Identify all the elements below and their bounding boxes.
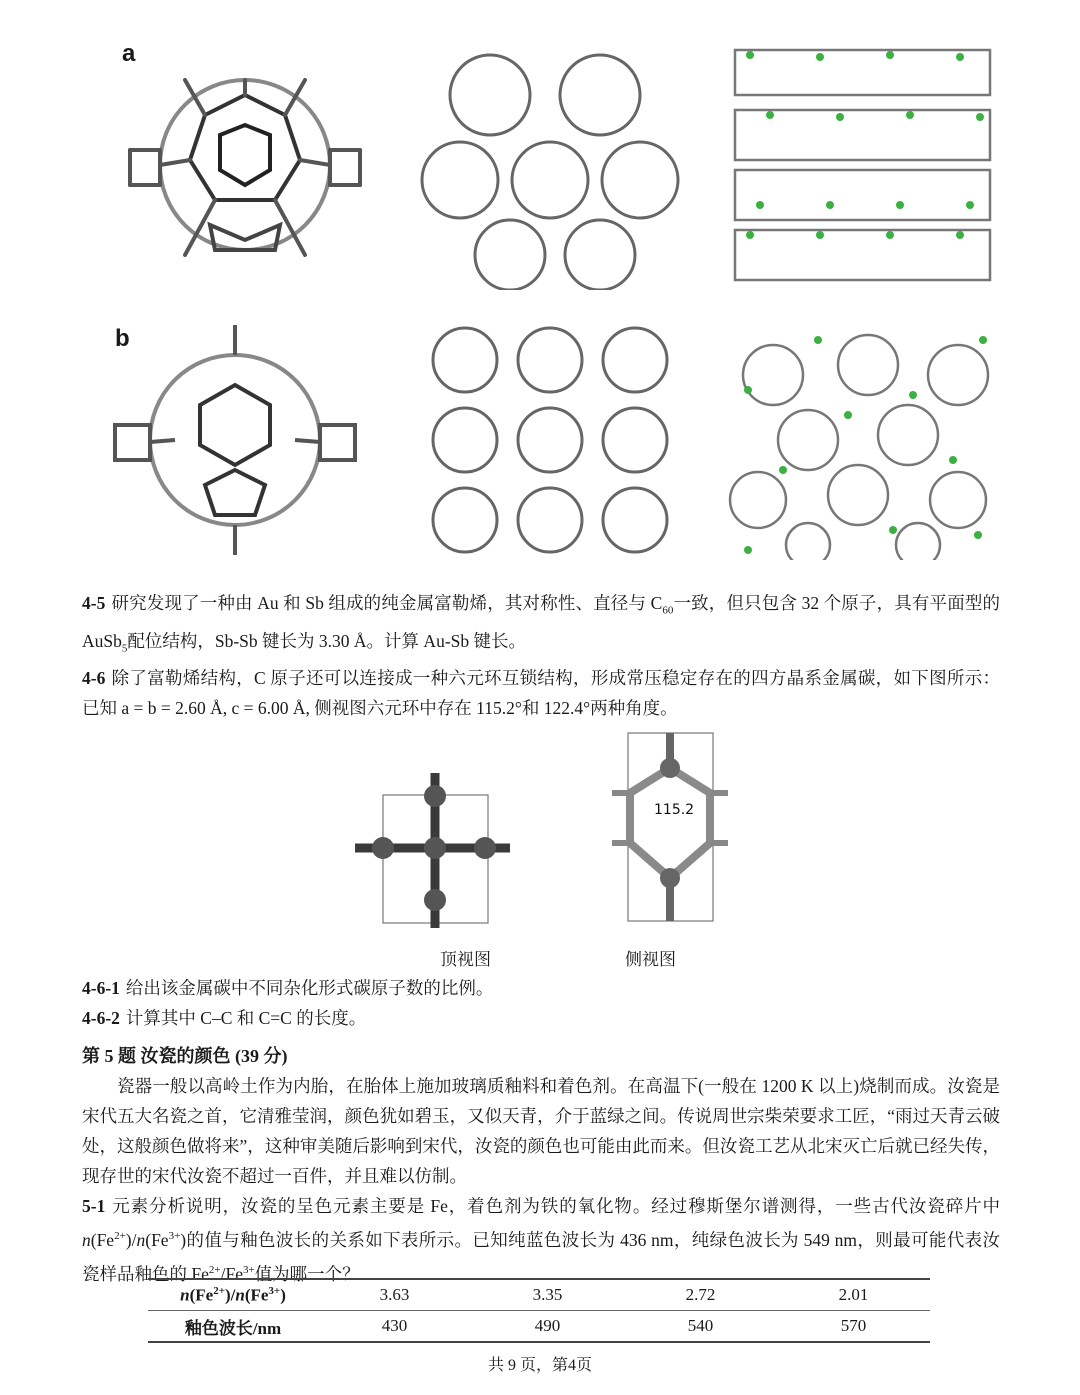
top-view-diagram [355, 773, 510, 928]
question-4-6-block [82, 663, 1000, 723]
question-5-1-block: 5-1 元素分析说明，汝瓷的呈色元素主要是 Fe，着色剂为铁的氧化物。经过穆斯堡尔谱测得，一些古代汝瓷碎片中 $n(Fe^{2+})/n(Fe^{3+})$的值与釉色波长的关系如下表所示。已知纯蓝色波长为 436 nm，纯绿色波长为 549 nm，则最可能代表汝瓷样品釉色的 $Fe^{2+}/Fe^{3+}$值为哪一个？ [82, 1196, 1000, 1284]
question-text: 配位结构，Sb-Sb 键长为 3.30 Å。计算 Au-Sb 键长。 [127, 630, 527, 651]
page-footer: 共 9 页，第4页 [487, 1357, 592, 1374]
table-row [148, 1311, 930, 1343]
question-number: 4-5 [82, 593, 106, 613]
table-cell: 540 [624, 1311, 777, 1343]
question-text: 给出该金属碳中不同杂化形式碳原子数的比例。 [125, 978, 494, 998]
subscript: 60 [662, 604, 674, 617]
angle-label: 115.2 [654, 802, 695, 818]
fullerene-model-b [105, 315, 375, 565]
side-view-diagram [612, 733, 728, 921]
row-header: $n(Fe^{2+})/n(Fe^{3+})$ [148, 1279, 318, 1311]
question-text: 计算其中 C–C 和 C=C 的长度。 [125, 1008, 367, 1028]
table-row [148, 1279, 930, 1311]
question-text: 研究发现了一种由 Au 和 Sb 组成的纯金属富勒烯，其对称性、直径与 C [111, 593, 663, 613]
packing-diagram-b [420, 320, 680, 560]
question-number: 5-1 [82, 1196, 106, 1216]
question-text: 元素分析说明，汝瓷的呈色元素主要是 Fe，着色剂为铁的氧化物。经过穆斯堡尔谱测得，一些古代汝瓷碎片中 [111, 1196, 1000, 1216]
question-text: 值为哪一个？ [254, 1263, 360, 1284]
figure-row-a [0, 20, 1080, 280]
question-number: 4-6 [82, 668, 106, 688]
panel-label-a: a [122, 40, 136, 67]
table-cell: 570 [777, 1311, 930, 1343]
subscript: 5 [121, 642, 128, 654]
top-view-caption: 顶视图 [440, 950, 491, 969]
table-cell: 3.63 [318, 1279, 471, 1311]
question-number: 4-6-2 [82, 1008, 120, 1028]
section-5-intro: 瓷器一般以高岭土作为内胎，在胎体上施加玻璃质釉料和着色剂。在高温下(一般在 1200 K 以上)烧制而成。汝瓷是宋代五大名瓷之首，它清雅莹润，颜色犹如碧玉，又似天青，介于蓝绿之间。传说周世宗柴荣要求工匠，“雨过天青云破处，这般颜色做将来”，这种审美随后影响到宋代，汝瓷的颜色也可能由此而来。但汝瓷工艺从北宋灭亡后就已经失传，现存世的宋代汝瓷不超过一百件，并且难以仿制。 [82, 1076, 1000, 1186]
section-5-title: 第 5 题 汝瓷的颜色 (39 分) [82, 1046, 288, 1066]
side-view-caption: 侧视图 [625, 950, 676, 969]
table-cell: 430 [318, 1311, 471, 1343]
fe-ratio-wavelength-table [148, 1278, 930, 1343]
question-text: 除了富勒烯结构，C 原子还可以连接成一种六元环互锁结构，形成常压稳定存在的四方晶系金属碳，如下图所示：已知 a = b = 2.60 Å, c = 6.00 Å, 侧视图六元环中存在 115.2°和 122.4°两种角度。 [82, 668, 1000, 718]
metallic-carbon-figure [350, 728, 730, 928]
question-4-5-block [82, 588, 1000, 723]
table-cell: 3.35 [471, 1279, 624, 1311]
question-text: 一致，但只包含 32 个原子，具有平面型的 AuSb [82, 593, 1001, 651]
layered-structure-b [728, 320, 993, 560]
table-cell: 2.01 [777, 1279, 930, 1311]
question-number: 4-6-1 [82, 978, 120, 998]
panel-label-b: b [115, 325, 130, 352]
packing-diagram-a [420, 40, 680, 290]
figure-row-b [0, 310, 1080, 570]
layered-structure-a [730, 45, 995, 285]
questions-4-6-sub-block [82, 973, 1000, 1289]
question-text: 的值与釉色波长的关系如下表所示。已知纯蓝色波长为 436 nm，纯绿色波长为 549 nm，则最可能代表汝瓷样品釉色的 Fe [82, 1229, 1000, 1284]
row-header: 釉色波长/nm [148, 1311, 318, 1343]
table-cell: 490 [471, 1311, 624, 1343]
fullerene-model-a [110, 40, 380, 290]
table-cell: 2.72 [624, 1279, 777, 1311]
